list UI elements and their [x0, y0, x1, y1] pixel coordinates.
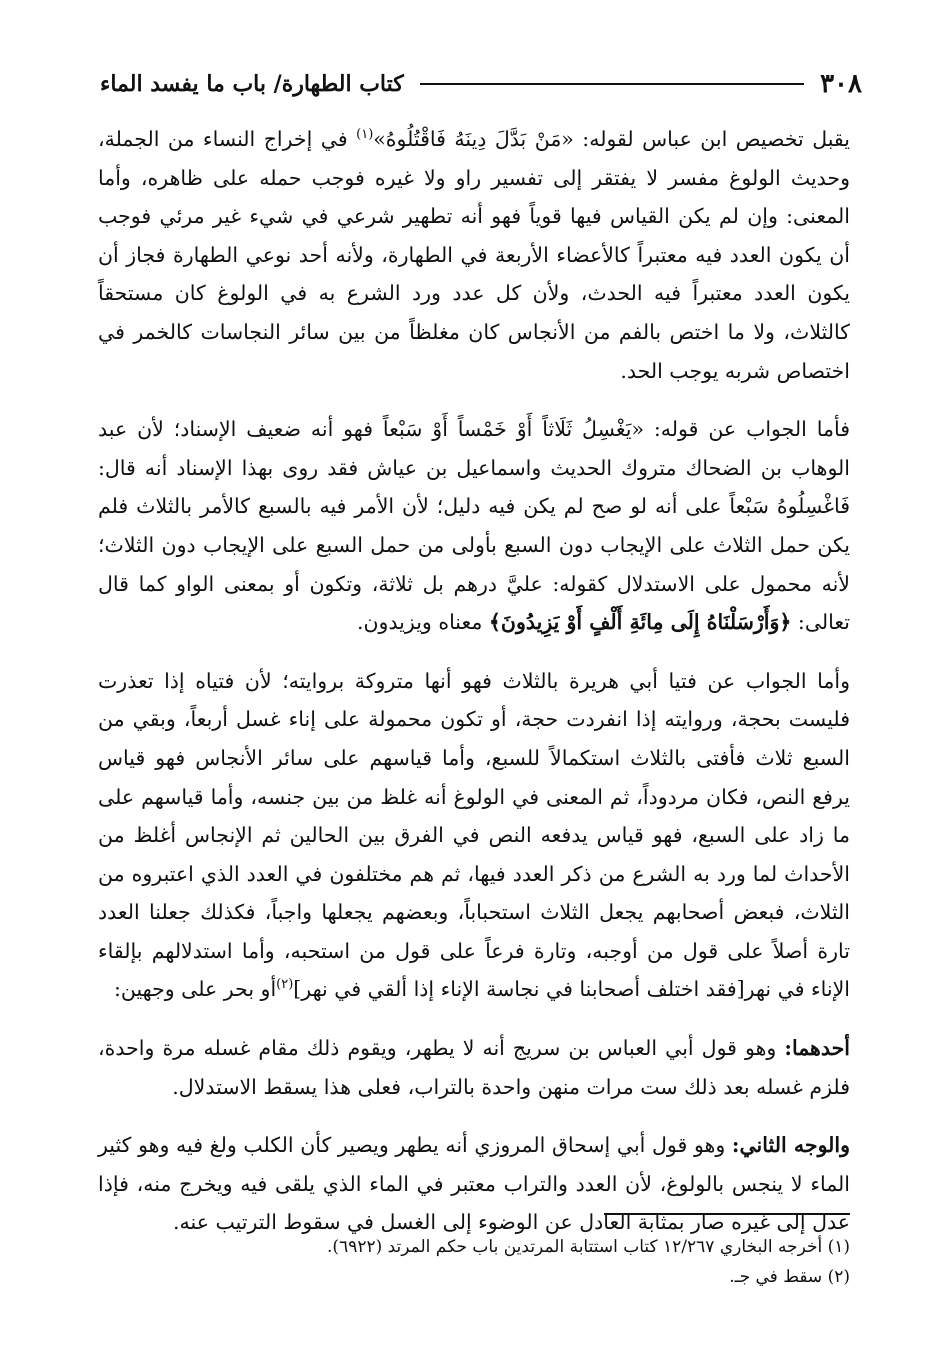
footnote-rule — [604, 1213, 850, 1215]
header-rule — [420, 83, 804, 85]
paragraph-3 — [98, 662, 850, 1009]
page-header — [100, 64, 862, 104]
paragraph-5 — [98, 1126, 850, 1242]
quran-verse: ﴿وَأَرْسَلْنَاهُ إِلَى مِائَةِ أَلْفٍ أَوْ يَزِيدُونَ﴾ — [488, 610, 792, 635]
paragraph-label: أحدهما: — [784, 1036, 850, 1061]
footnote-marker-2: (٢) — [276, 977, 294, 993]
footnote-marker-1: (١) — [356, 127, 374, 143]
footnotes — [98, 1232, 850, 1292]
paragraph-text: فأما الجواب عن قوله: «يَغْسِلُ ثَلَاثاً أَوْ خَمْساً أَوْ سَبْعاً فهو أنه ضعيف الإسناد؛ لأن عبد الوهاب بن الضحاك متروك الحديث واسماعيل بن عياش فقد روى بهذا الإسناد أنه قال: فَاغْسِلُوهُ سَبْعاً على أنه لو صح لم يكن فيه دليل؛ لأن الأمر فيه بالسبع كالأمر بالثلاث فلم يكن حمل الثلاث على الإيجاب دون السبع بأولى من حمل السبع على الإيجاب دون الثلاث؛ لأنه محمول على الاستدلال كقوله: عليَّ درهم بل ثلاثة، وتكون أو بمعنى الواو كما قال تعالى: — [98, 417, 850, 635]
footnote-1: (١) أخرجه البخاري ١٢/٢٦٧ كتاب استتابة المرتدين باب حكم المرتد (٦٩٢٢). — [327, 1237, 850, 1257]
paragraph-text-continued: معناه ويزيدون. — [356, 610, 489, 635]
paragraph-4 — [98, 1029, 850, 1106]
paragraph-label: والوجه الثاني: — [731, 1133, 851, 1158]
paragraph-text: يقبل تخصيص ابن عباس لقوله: «مَنْ بَدَّلَ دِينَهُ فَاقْتُلُوهُ» — [373, 127, 851, 151]
paragraph-text: وهو قول أبي العباس بن سريج أنه لا يطهر، ويقوم ذلك مقام غسله مرة واحدة، فلزم غسله بعد ذلك ست مرات منهن واحدة بالتراب، فعلى هذا يسقط الاستدلال. — [98, 1036, 850, 1099]
paragraph-2 — [98, 410, 850, 642]
paragraph-text-continued: أو بحر على وجهين: — [113, 977, 277, 1002]
running-title: كتاب الطهارة/ باب ما يفسد الماء — [100, 71, 404, 97]
paragraph-text: وأما الجواب عن فتيا أبي هريرة بالثلاث فهو أنها متروكة بروايته؛ لأن فتياه إذا تعذرت فليست بحجة، وروايته إذا انفردت حجة، أو تكون محمولة على إناء غسل أربعاً، وبقي من السبع ثلاث فأفتى بالثلاث استكمالاً للسبع، وأما قياسهم على سائر الأنجاس فهو قياس يرفع النص، فكان مردوداً، ثم المعنى في الولوغ أنه غلظ من بين جنسه، وأما قياسهم على ما زاد على السبع، فهو قياس يدفعه النص في الفرق بين الحالين ثم الإنجاس أغلظ من الأحداث لما ورد به الشرع من ذكر العدد فيها، ثم هم مختلفون في العدد الذي اعتبروه من الثلاث، فبعض أصحابهم يجعل الثلاث استحباباً، وبعضهم يجعلها واجباً، فكذلك جعلنا العدد تارة أصلاً على قول من أوجبه، وتارة فرعاً على قول من استحبه، وأما استدلالهم بإلقاء الإناء في نهر[فقد اختلف أصحابنا في نجاسة الإناء إذا ألقي في نهر] — [98, 668, 850, 1002]
paragraph-text-continued: في إخراج النساء من الجملة، وحديث الولوغ مفسر لا يفتقر إلى تفسير راو ولا غيره فوجب حمله على ظاهره، وأما المعنى: وإن لم يكن القياس فيها قوياً فهو أنه تطهير شرعي في شيء غير مرئي فوجب أن يكون العدد فيه معتبراً كالأعضاء الأربعة في الطهارة، ولأنه أحد نوعي الطهارة فجاز أن يكون العدد معتبراً فيه الحدث، ولأن كل عدد ورد الشرع به في الولوغ كان مستحقاً كالثلاث، ولا ما اختص بالفم من الأنجاس كان مغلظاً من بين سائر النجاسات كالخمر في اختصاص شربه يوجب الحد. — [98, 127, 850, 383]
paragraph-1 — [98, 120, 850, 390]
footnote-2: (٢) سقط في جـ. — [729, 1267, 850, 1287]
paragraph-text: وهو قول أبي إسحاق المروزي أنه يطهر ويصير كأن الكلب ولغ فيه وهو كثير الماء لا ينجس بالولوغ، لأن العدد والتراب معتبر في الماء الذي يلقى فيه ويخرج منه، فإذا عدل إلى غيره صار بمثابة العادل عن الوضوء إلى الغسل في سقوط الترتيب عنه. — [98, 1133, 850, 1235]
main-text — [98, 120, 850, 1262]
page-number: ٣٠٨ — [820, 69, 862, 99]
